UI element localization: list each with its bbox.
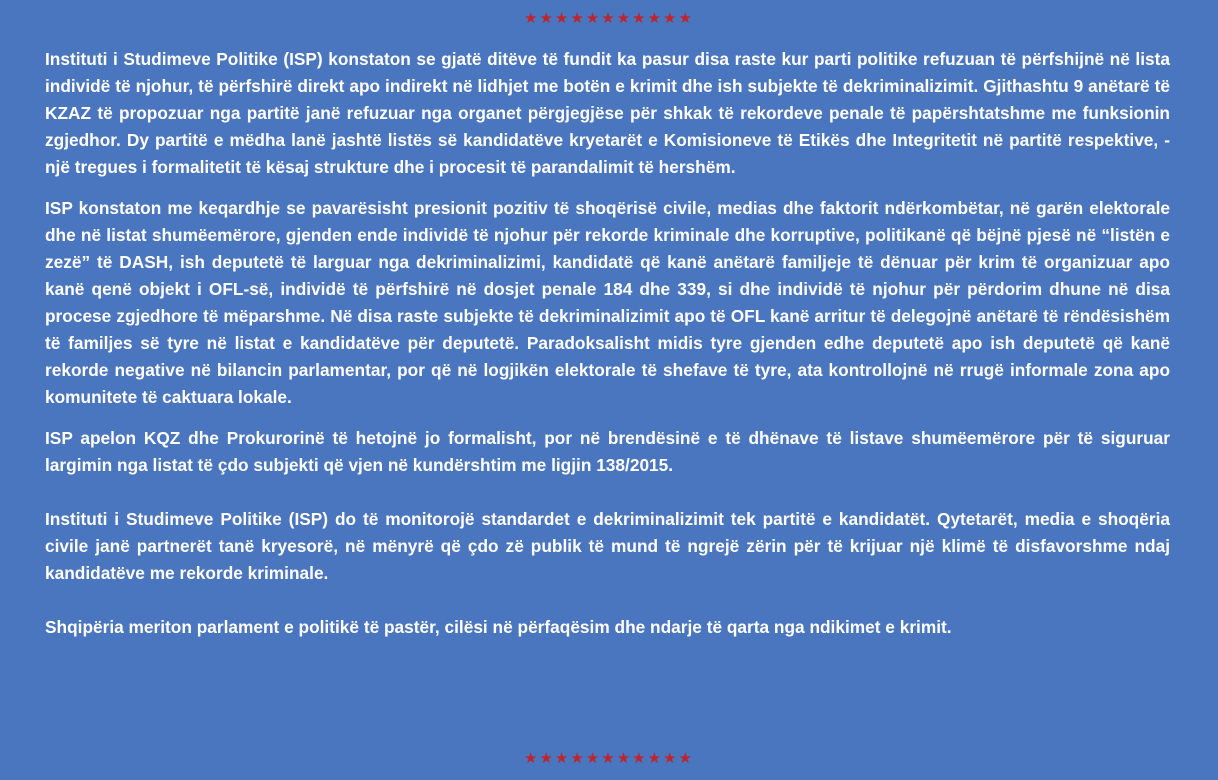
paragraph-3: ISP apelon KQZ dhe Prokurorinë të hetojnë jo formalisht, por në brendësinë e të dhënave të listave shumëemërore për të siguruar largimin nga listat të çdo subjekti që vjen në kundërshtim me ligjin 138/2015. bbox=[45, 428, 1170, 475]
header-stars-divider: ★★★★★★★★★★★ bbox=[524, 10, 694, 27]
paragraph-1: Instituti i Studimeve Politike (ISP) konstaton se gjatë ditëve të fundit ka pasur disa raste kur parti politike refuzuan të përfshijnë në lista individë të njohur, të përfshirë direkt apo indirekt në lidhjet me botën e krimit dhe ish subjekte të dekriminalizimit. Gjithashtu 9 anëtarë të KZAZ të propozuar nga partitë janë refuzuar nga organet përgjegjëse për shkak të rekordeve penale të papërshtatshme me funksionin zgjedhor. Dy partitë e mëdha lanë jashtë listës së kandidatëve kryetarët e Komisioneve të Etikës dhe Integritetit në partitë respektive, - një tregues i formalitetit të kësaj strukture dhe i procesit të parandalimit të hershëm. bbox=[45, 49, 1170, 177]
paragraph-2: ISP konstaton me keqardhje se pavarësisht presionit pozitiv të shoqërisë civile, medias dhe faktorit ndërkombëtar, në garën elektorale dhe në listat shumëemërore, gjenden ende individë të njohur për rekorde kriminale dhe korruptive, politikanë që bëjnë pjesë në “listën e zezë” të DASH, ish deputetë të larguar nga dekriminalizimi, kandidatë që kanë anëtarë familjeje të dënuar për krim të organizuar apo kanë qenë objekt i OFL-së, individë të përfshirë në dosjet penale 184 dhe 339, si dhe individë të njohur për përdorim dhune në disa procese zgjedhore të mëparshme. Në disa raste subjekte të dekriminalizimit apo të OFL kanë arritur të delegojnë anëtarë të rëndësishëm të familjes së tyre në listat e kandidatëve për deputetë. Paradoksalisht midis tyre gjenden edhe deputetë apo ish deputetë që kanë rekorde negative në bilancin parlamentar, por që në logjikën elektorale të shefave të tyre, ata kontrollojnë në rrugë informale zona apo komunitete të caktuara lokale. bbox=[45, 198, 1170, 407]
closing-statement: Shqipëria meriton parlament e politikë të pastër, cilësi në përfaqësim dhe ndarje të qarta nga ndikimet e krimit. bbox=[45, 617, 952, 637]
press-statement bbox=[45, 46, 1170, 641]
footer-stars-divider: ★★★★★★★★★★★ bbox=[524, 750, 694, 767]
paragraph-4: Instituti i Studimeve Politike (ISP) do të monitorojë standardet e dekriminalizimit tek partitë e kandidatët. Qytetarët, media e shoqëria civile janë partnerët tanë kryesorë, në mënyrë që çdo zë publik të mund të ngrejë zërin për të krijuar një klimë të disfavorshme ndaj kandidatëve me rekorde kriminale. bbox=[45, 509, 1170, 583]
